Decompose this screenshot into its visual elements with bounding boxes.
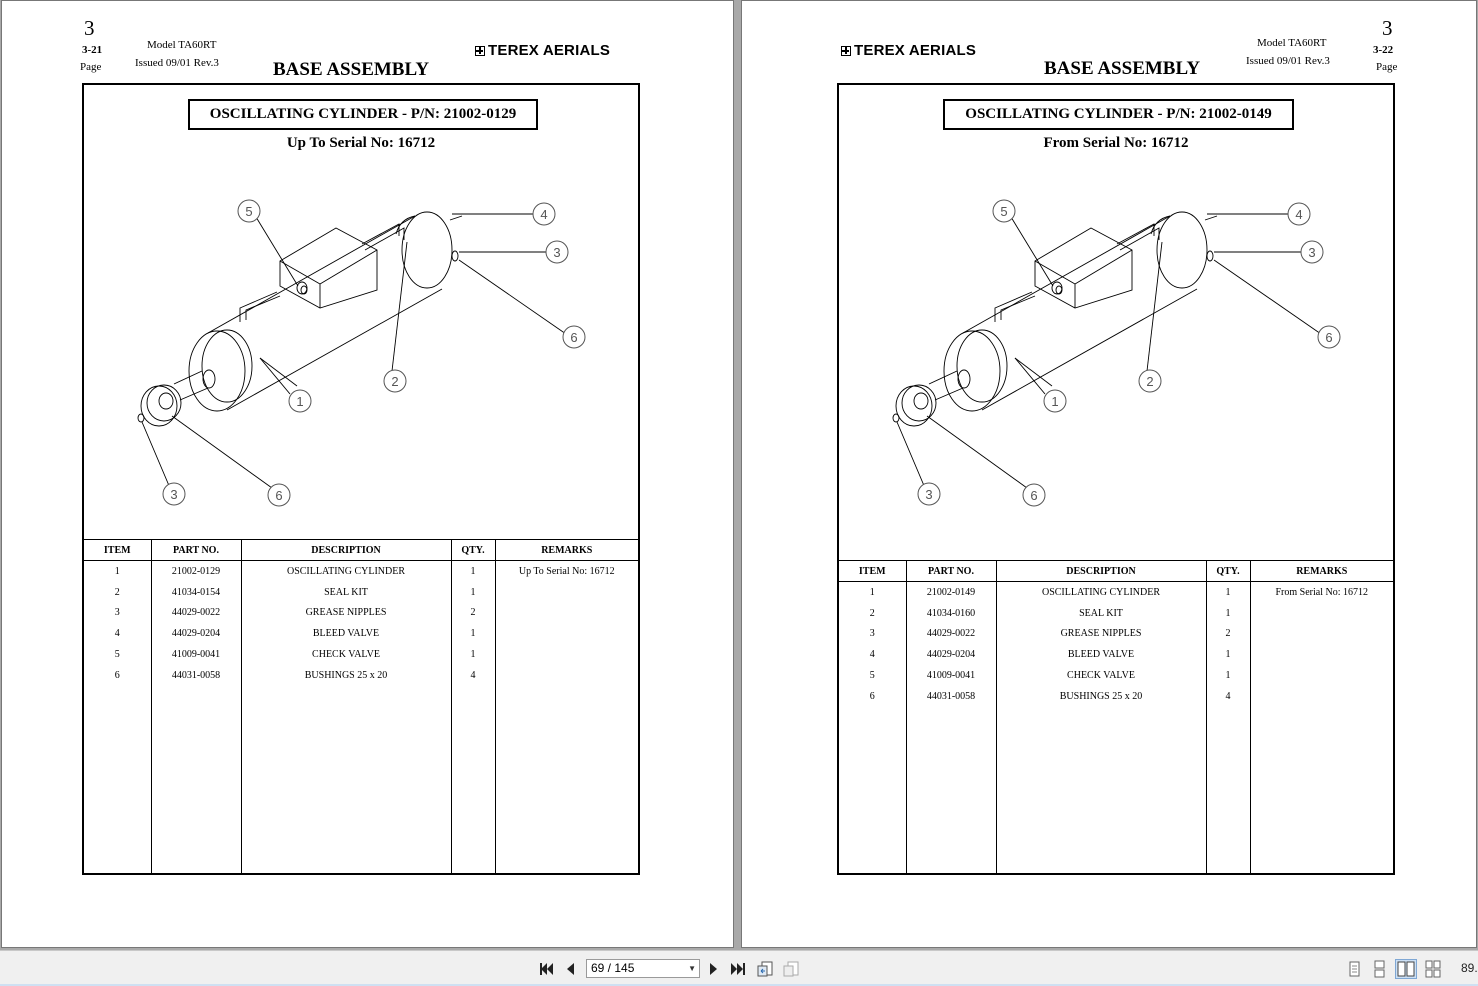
remarks-cell: Up To Serial No: 16712 — [495, 561, 638, 582]
qty-cell: 1 — [451, 582, 495, 603]
qty-cell: 1 — [451, 623, 495, 644]
part-title-box: OSCILLATING CYLINDER - P/N: 21002-0129 — [188, 99, 538, 130]
callout-5: 5 — [1000, 204, 1008, 219]
remarks-cell — [1250, 665, 1393, 686]
qty-cell: 1 — [1206, 582, 1250, 603]
chevron-down-icon[interactable]: ▼ — [688, 964, 696, 973]
callout-5: 5 — [245, 204, 253, 219]
first-page-icon[interactable] — [537, 960, 555, 978]
qty-cell: 1 — [1206, 644, 1250, 665]
table-row — [839, 686, 1393, 707]
brand-logo: TEREX AERIALS — [841, 42, 976, 59]
two-page-continuous-view-icon[interactable] — [1424, 960, 1442, 978]
table-filler-row — [839, 707, 1393, 873]
item-cell: 4 — [114, 628, 120, 640]
model-label: Model TA60RT — [1257, 37, 1327, 49]
table-row — [84, 623, 638, 644]
callout-2: 2 — [1146, 374, 1154, 389]
last-page-icon[interactable] — [729, 960, 747, 978]
header-remarks: REMARKS — [1250, 561, 1393, 582]
item-cell: 3 — [869, 628, 875, 640]
part-no-cell: 44029-0022 — [906, 624, 996, 645]
bottom-toolbar — [0, 950, 1478, 986]
callout-2: 2 — [391, 374, 399, 389]
callout-6: 6 — [1325, 330, 1333, 345]
page-number-input[interactable] — [586, 959, 700, 978]
table-row — [84, 603, 638, 624]
remarks-cell — [495, 623, 638, 644]
callout-4: 4 — [540, 207, 548, 222]
table-row — [839, 582, 1393, 603]
terex-logo-icon — [475, 46, 485, 56]
previous-page-icon[interactable] — [562, 960, 580, 978]
remarks-cell — [1250, 603, 1393, 624]
table-row — [84, 561, 638, 582]
single-page-view-icon[interactable] — [1345, 960, 1363, 978]
qty-cell: 2 — [1206, 624, 1250, 645]
zoom-level[interactable]: 89. — [1461, 961, 1478, 975]
header-qty: QTY. — [451, 540, 495, 561]
section-title: BASE ASSEMBLY — [273, 59, 430, 80]
qty-cell: 4 — [1206, 686, 1250, 707]
qty-cell: 1 — [451, 644, 495, 665]
item-cell: 4 — [869, 649, 875, 661]
page-number: 3-21 — [82, 44, 103, 56]
table-header-row — [84, 540, 638, 561]
part-no-cell: 44031-0058 — [151, 665, 241, 686]
section-title: BASE ASSEMBLY — [1044, 58, 1201, 79]
qty-cell: 2 — [451, 603, 495, 624]
qty-cell: 1 — [451, 561, 495, 582]
part-no-cell: 41009-0041 — [906, 665, 996, 686]
item-cell: 6 — [869, 690, 875, 702]
table-row — [84, 665, 638, 686]
page-number: 3-22 — [1373, 44, 1394, 56]
qty-cell: 1 — [1206, 603, 1250, 624]
part-no-cell: 41034-0160 — [906, 603, 996, 624]
page-label: Page — [1376, 61, 1398, 73]
two-page-view-icon[interactable] — [1395, 959, 1417, 979]
remarks-cell — [1250, 644, 1393, 665]
description-cell: BLEED VALVE — [241, 623, 451, 644]
qty-cell: 4 — [451, 665, 495, 686]
parts-table — [84, 539, 638, 873]
header-item: ITEM — [84, 540, 151, 561]
description-cell: CHECK VALVE — [241, 644, 451, 665]
callout-3: 3 — [553, 245, 561, 260]
item-cell: 1 — [114, 565, 120, 577]
continuous-view-icon[interactable] — [1370, 960, 1388, 978]
remarks-cell — [495, 665, 638, 686]
header-description: DESCRIPTION — [241, 540, 451, 561]
part-no-cell: 44031-0058 — [906, 686, 996, 707]
callout-3: 3 — [1308, 245, 1316, 260]
part-no-cell: 41034-0154 — [151, 582, 241, 603]
chapter-number: 3 — [1382, 16, 1393, 40]
header-part-no: PART NO. — [151, 540, 241, 561]
next-view-icon[interactable] — [782, 960, 800, 978]
header-part-no: PART NO. — [906, 561, 996, 582]
description-cell: BLEED VALVE — [996, 644, 1206, 665]
item-cell: 5 — [114, 649, 120, 661]
item-cell: 1 — [869, 586, 875, 598]
header-remarks: REMARKS — [495, 540, 638, 561]
description-cell: BUSHINGS 25 x 20 — [996, 686, 1206, 707]
callout-1: 1 — [296, 394, 304, 409]
next-page-icon[interactable] — [704, 960, 722, 978]
description-cell: BUSHINGS 25 x 20 — [241, 665, 451, 686]
table-row — [839, 603, 1393, 624]
remarks-cell — [1250, 686, 1393, 707]
page-indicator: 69 / 145 — [591, 961, 635, 975]
part-no-cell: 44029-0204 — [151, 623, 241, 644]
serial-note: Up To Serial No: 16712 — [286, 135, 436, 151]
item-cell: 5 — [869, 670, 875, 682]
table-row — [84, 644, 638, 665]
description-cell: SEAL KIT — [241, 582, 451, 603]
previous-view-icon[interactable] — [756, 960, 774, 978]
parts-table — [839, 560, 1393, 873]
brand-logo: TEREX AERIALS — [475, 42, 610, 59]
qty-cell: 1 — [1206, 665, 1250, 686]
cylinder-exploded-diagram — [122, 186, 602, 516]
chapter-number: 3 — [84, 16, 95, 40]
description-cell: GREASE NIPPLES — [996, 624, 1206, 645]
callout-3-lower: 3 — [170, 487, 178, 502]
callout-6-lower: 6 — [1030, 488, 1038, 503]
part-no-cell: 44029-0022 — [151, 603, 241, 624]
callout-6-lower: 6 — [275, 488, 283, 503]
document-page-left — [1, 0, 734, 948]
table-row — [839, 644, 1393, 665]
header-qty: QTY. — [1206, 561, 1250, 582]
issued-label: Issued 09/01 Rev.3 — [135, 57, 219, 69]
part-no-cell: 44029-0204 — [906, 644, 996, 665]
description-cell: OSCILLATING CYLINDER — [996, 582, 1206, 603]
header-item: ITEM — [839, 561, 906, 582]
issued-label: Issued 09/01 Rev.3 — [1246, 55, 1330, 67]
remarks-cell — [495, 582, 638, 603]
item-cell: 6 — [114, 669, 120, 681]
cylinder-exploded-diagram — [877, 186, 1357, 516]
remarks-cell — [1250, 624, 1393, 645]
remarks-cell: From Serial No: 16712 — [1250, 582, 1393, 603]
header-description: DESCRIPTION — [996, 561, 1206, 582]
part-title-box: OSCILLATING CYLINDER - P/N: 21002-0149 — [943, 99, 1294, 130]
description-cell: GREASE NIPPLES — [241, 603, 451, 624]
item-cell: 2 — [869, 607, 875, 619]
model-label: Model TA60RT — [147, 39, 217, 51]
description-cell: OSCILLATING CYLINDER — [241, 561, 451, 582]
serial-note: From Serial No: 16712 — [1043, 135, 1189, 151]
table-header-row — [839, 561, 1393, 582]
page-label: Page — [80, 61, 102, 73]
remarks-cell — [495, 603, 638, 624]
table-filler-row — [84, 686, 638, 873]
table-row — [84, 582, 638, 603]
table-row — [839, 624, 1393, 645]
document-page-right — [741, 0, 1477, 948]
part-no-cell: 21002-0129 — [151, 561, 241, 582]
terex-logo-icon — [841, 46, 851, 56]
callout-1: 1 — [1051, 394, 1059, 409]
callout-6: 6 — [570, 330, 578, 345]
item-cell: 3 — [114, 607, 120, 619]
part-no-cell: 41009-0041 — [151, 644, 241, 665]
callout-4: 4 — [1295, 207, 1303, 222]
item-cell: 2 — [114, 586, 120, 598]
table-row — [839, 665, 1393, 686]
part-no-cell: 21002-0149 — [906, 582, 996, 603]
description-cell: SEAL KIT — [996, 603, 1206, 624]
callout-3-lower: 3 — [925, 487, 933, 502]
description-cell: CHECK VALVE — [996, 665, 1206, 686]
remarks-cell — [495, 644, 638, 665]
